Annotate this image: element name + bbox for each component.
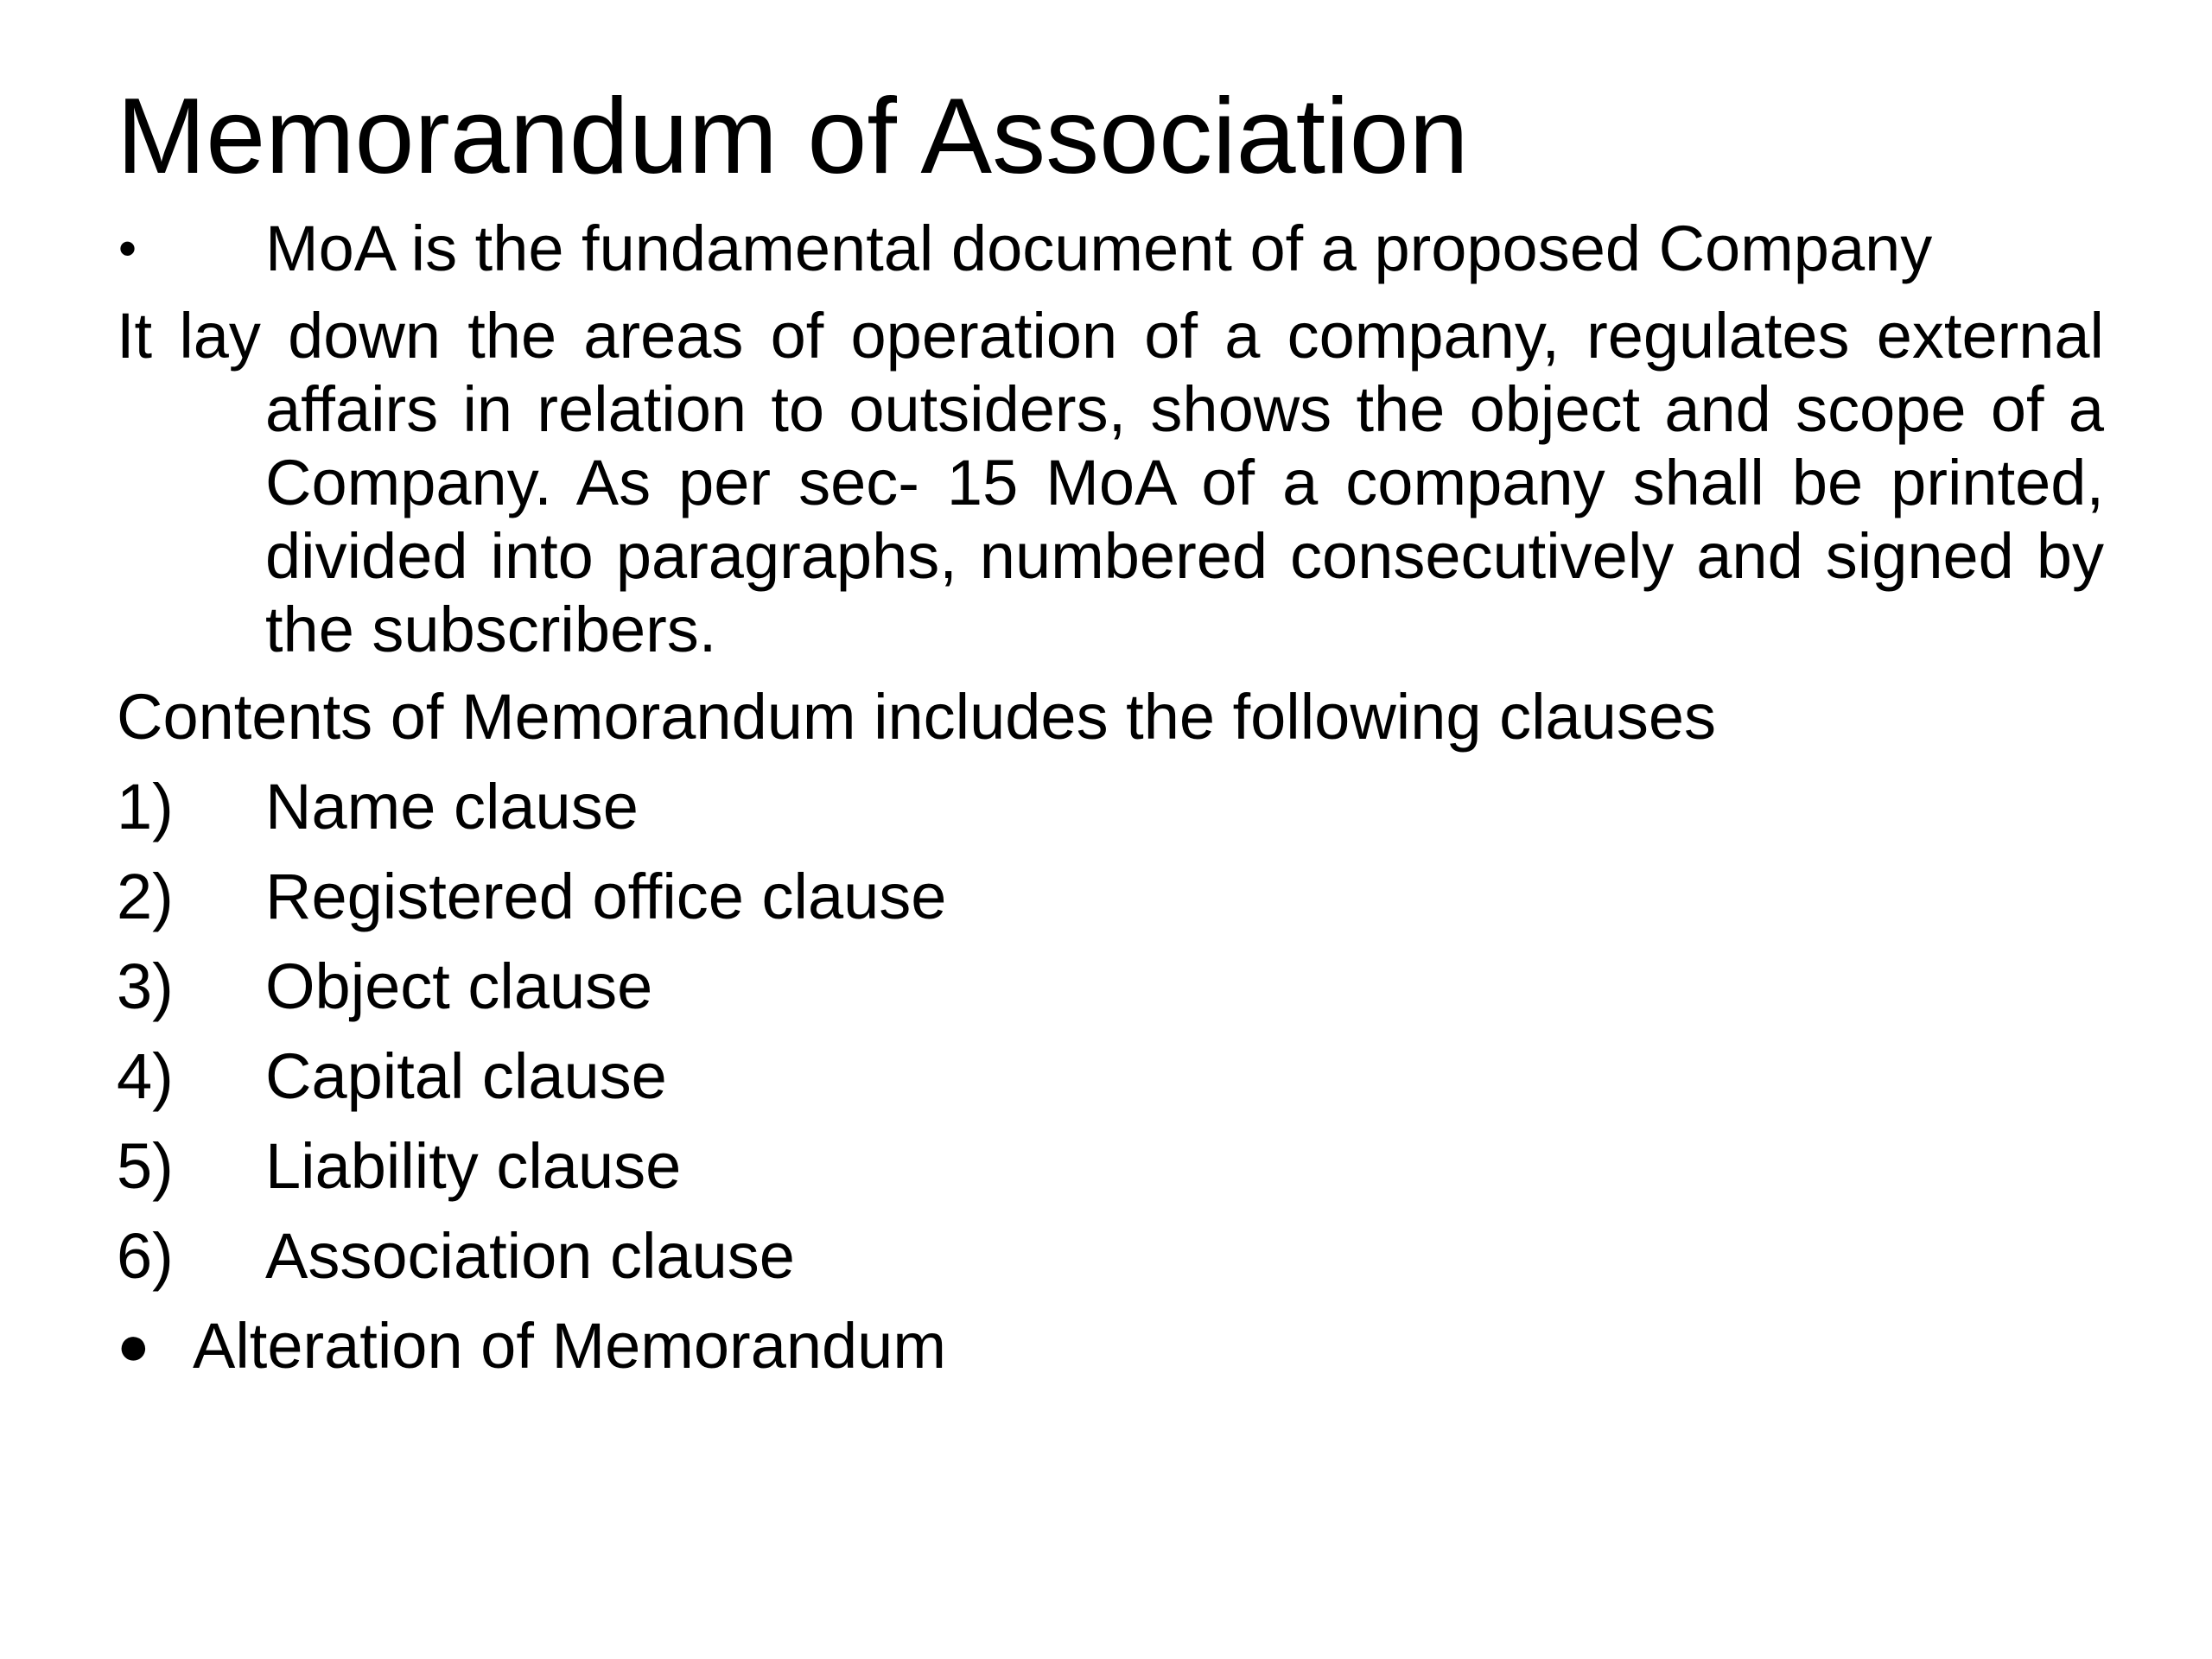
list-item — [117, 1129, 2104, 1203]
list-item — [117, 950, 2104, 1023]
clause-number: 2) — [117, 861, 174, 932]
list-item — [117, 1039, 2104, 1113]
bullet-marker: • — [118, 219, 137, 277]
clause-number: 6) — [117, 1220, 174, 1292]
slide-body — [117, 212, 2104, 1382]
slide-title: Memorandum of Association — [117, 77, 1469, 196]
clause-label: Liability clause — [265, 1130, 682, 1202]
bullet-marker: ● — [117, 1314, 150, 1376]
list-item — [117, 860, 2104, 933]
clause-label: Name clause — [265, 771, 639, 842]
clause-label: Association clause — [265, 1220, 795, 1292]
clause-number: 1) — [117, 771, 174, 842]
description-paragraph: It lay down the areas of operation of a company, regulates external affairs in relation to outsiders, shows the object and scope of a Company. As per sec- 15 MoA of a company shall be printed, divided into paragraphs, numbered consecutively and signed by the subscribers. — [117, 300, 2104, 665]
clause-number: 4) — [117, 1040, 174, 1112]
clause-number: 5) — [117, 1130, 174, 1202]
list-item — [117, 770, 2104, 843]
final-bullet-text: Alteration of Memorandum — [193, 1310, 946, 1382]
intro-bullet-text: MoA is the fundamental document of a proposed Company — [265, 213, 1933, 284]
clause-number: 3) — [117, 950, 174, 1022]
clause-label: Capital clause — [265, 1040, 667, 1112]
list-item — [117, 1219, 2104, 1293]
clause-label: Object clause — [265, 950, 653, 1022]
contents-heading: Contents of Memorandum includes the following clauses — [117, 681, 1716, 753]
clause-label: Registered office clause — [265, 861, 947, 932]
final-bullet — [117, 1309, 2104, 1382]
intro-bullet — [117, 212, 2104, 285]
clause-list — [117, 770, 2104, 1293]
